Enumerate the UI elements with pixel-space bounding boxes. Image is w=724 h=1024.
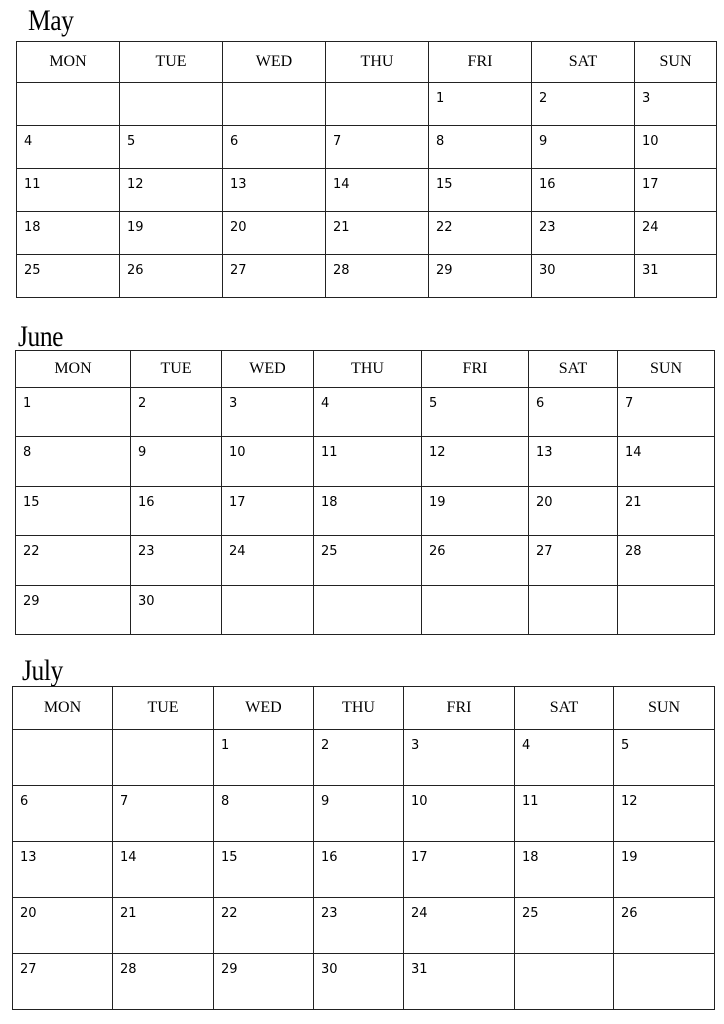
day-number: 29 <box>436 263 453 278</box>
day-cell <box>422 437 529 486</box>
day-cell <box>314 954 404 1010</box>
day-cell <box>404 842 515 898</box>
day-number: 28 <box>625 544 642 560</box>
weekday-mon: MON <box>16 351 131 388</box>
week-row <box>13 730 715 786</box>
day-number: 1 <box>436 91 445 106</box>
month-grid <box>16 41 717 298</box>
day-number: 11 <box>321 445 338 461</box>
day-number: 23 <box>321 906 338 921</box>
day-cell <box>529 536 618 585</box>
day-cell <box>13 954 113 1010</box>
empty-day-cell <box>614 954 715 1010</box>
month-title: June <box>18 320 64 353</box>
day-number: 17 <box>411 850 428 865</box>
day-cell <box>222 486 314 535</box>
day-cell <box>214 842 314 898</box>
day-number <box>113 730 213 738</box>
day-number: 10 <box>642 134 659 149</box>
weekday-sun: SUN <box>635 42 717 83</box>
day-number: 7 <box>120 794 129 809</box>
day-cell <box>532 255 635 298</box>
day-cell <box>326 255 429 298</box>
week-row <box>16 486 715 535</box>
day-number: 8 <box>436 134 445 149</box>
day-cell <box>429 83 532 126</box>
day-cell <box>222 536 314 585</box>
day-number: 16 <box>321 850 338 865</box>
empty-day-cell <box>515 954 614 1010</box>
day-number <box>314 586 421 594</box>
day-cell <box>529 437 618 486</box>
day-number: 1 <box>221 738 230 753</box>
day-cell <box>16 388 131 437</box>
day-cell <box>214 730 314 786</box>
day-cell <box>113 954 214 1010</box>
day-cell <box>13 786 113 842</box>
empty-day-cell <box>618 585 715 634</box>
day-number: 2 <box>321 738 330 753</box>
day-number: 15 <box>23 494 40 510</box>
week-row <box>13 898 715 954</box>
day-number: 12 <box>429 445 446 461</box>
month-title: July <box>22 654 63 687</box>
day-number: 4 <box>321 396 330 411</box>
day-number: 4 <box>24 134 33 149</box>
day-number <box>13 730 112 738</box>
day-number: 24 <box>642 220 659 235</box>
day-cell <box>515 730 614 786</box>
day-cell <box>532 83 635 126</box>
day-number: 25 <box>321 544 338 560</box>
day-number: 21 <box>120 906 137 921</box>
day-number: 26 <box>429 544 446 560</box>
day-number: 24 <box>411 906 428 921</box>
day-cell <box>326 169 429 212</box>
day-cell <box>223 126 326 169</box>
day-number <box>422 586 528 594</box>
weekday-wed: WED <box>223 42 326 83</box>
day-cell <box>404 954 515 1010</box>
day-cell <box>120 255 223 298</box>
day-cell <box>223 255 326 298</box>
empty-day-cell <box>326 83 429 126</box>
day-cell <box>113 898 214 954</box>
day-cell <box>131 486 222 535</box>
month-grid <box>12 686 715 1010</box>
day-cell <box>314 486 422 535</box>
day-cell <box>532 212 635 255</box>
day-number: 12 <box>621 794 638 809</box>
day-cell <box>222 437 314 486</box>
day-number: 5 <box>127 134 136 149</box>
day-cell <box>223 169 326 212</box>
day-number: 19 <box>127 220 144 235</box>
day-cell <box>614 786 715 842</box>
weekday-sat: SAT <box>515 687 614 730</box>
weekday-sat: SAT <box>532 42 635 83</box>
day-cell <box>131 585 222 634</box>
day-cell <box>635 169 717 212</box>
day-number: 18 <box>24 220 41 235</box>
day-cell <box>222 388 314 437</box>
day-cell <box>404 786 515 842</box>
day-number: 29 <box>23 593 40 609</box>
week-row <box>13 954 715 1010</box>
day-cell <box>314 536 422 585</box>
day-number: 8 <box>23 445 32 461</box>
day-number: 19 <box>621 850 638 865</box>
day-number: 31 <box>642 263 659 278</box>
empty-day-cell <box>120 83 223 126</box>
day-number: 6 <box>230 134 239 149</box>
day-cell <box>314 898 404 954</box>
day-cell <box>16 486 131 535</box>
empty-day-cell <box>314 585 422 634</box>
weekday-mon: MON <box>13 687 113 730</box>
day-cell <box>326 212 429 255</box>
day-number: 10 <box>411 794 428 809</box>
day-number: 13 <box>230 177 247 192</box>
day-number: 30 <box>138 593 155 609</box>
day-cell <box>120 126 223 169</box>
day-number: 28 <box>120 962 137 977</box>
day-cell <box>515 786 614 842</box>
weekday-wed: WED <box>222 351 314 388</box>
day-number: 9 <box>321 794 330 809</box>
weekday-header-row <box>16 351 715 388</box>
day-number: 27 <box>20 962 37 977</box>
day-cell <box>635 83 717 126</box>
day-number: 25 <box>24 263 41 278</box>
day-number: 20 <box>230 220 247 235</box>
day-cell <box>529 486 618 535</box>
day-number: 13 <box>20 850 37 865</box>
day-cell <box>429 169 532 212</box>
day-cell <box>314 437 422 486</box>
day-cell <box>614 730 715 786</box>
day-number: 11 <box>522 794 539 809</box>
week-row <box>17 169 717 212</box>
day-cell <box>214 786 314 842</box>
empty-day-cell <box>422 585 529 634</box>
empty-day-cell <box>113 730 214 786</box>
day-cell <box>314 786 404 842</box>
day-number <box>614 954 714 962</box>
day-number <box>17 83 119 91</box>
day-cell <box>635 126 717 169</box>
day-number: 23 <box>539 220 556 235</box>
day-cell <box>618 388 715 437</box>
day-number: 28 <box>333 263 350 278</box>
day-number: 5 <box>621 738 630 753</box>
day-cell <box>429 212 532 255</box>
day-cell <box>113 842 214 898</box>
day-number: 7 <box>625 396 634 411</box>
day-number: 27 <box>536 544 553 560</box>
day-cell <box>16 585 131 634</box>
week-row <box>16 388 715 437</box>
day-number: 17 <box>229 494 246 510</box>
day-number: 20 <box>20 906 37 921</box>
day-cell <box>422 536 529 585</box>
day-cell <box>13 842 113 898</box>
day-cell <box>17 126 120 169</box>
empty-day-cell <box>13 730 113 786</box>
day-number <box>529 586 617 594</box>
month-grid <box>15 350 715 635</box>
day-number: 1 <box>23 396 32 411</box>
day-cell <box>131 437 222 486</box>
day-number: 8 <box>221 794 230 809</box>
weekday-thu: THU <box>326 42 429 83</box>
weekday-thu: THU <box>314 351 422 388</box>
day-cell <box>113 786 214 842</box>
day-cell <box>422 486 529 535</box>
day-cell <box>120 212 223 255</box>
day-number: 22 <box>221 906 238 921</box>
empty-day-cell <box>529 585 618 634</box>
day-cell <box>429 255 532 298</box>
day-cell <box>17 169 120 212</box>
week-row <box>16 536 715 585</box>
day-cell <box>120 169 223 212</box>
day-number: 17 <box>642 177 659 192</box>
day-number: 27 <box>230 263 247 278</box>
weekday-tue: TUE <box>120 42 223 83</box>
day-number: 22 <box>436 220 453 235</box>
day-number: 23 <box>138 544 155 560</box>
day-number: 16 <box>539 177 556 192</box>
day-cell <box>214 898 314 954</box>
weekday-header-row <box>13 687 715 730</box>
day-number: 2 <box>138 396 147 411</box>
day-number: 9 <box>539 134 548 149</box>
day-number: 3 <box>411 738 420 753</box>
day-cell <box>404 898 515 954</box>
day-number: 14 <box>120 850 137 865</box>
day-cell <box>314 730 404 786</box>
day-number: 3 <box>229 396 238 411</box>
day-number: 20 <box>536 494 553 510</box>
day-number: 26 <box>621 906 638 921</box>
day-number: 30 <box>539 263 556 278</box>
day-number: 25 <box>522 906 539 921</box>
day-number: 15 <box>436 177 453 192</box>
day-cell <box>515 842 614 898</box>
week-row <box>17 212 717 255</box>
day-number: 9 <box>138 445 147 461</box>
day-number: 30 <box>321 962 338 977</box>
day-number: 29 <box>221 962 238 977</box>
weekday-tue: TUE <box>131 351 222 388</box>
day-number: 13 <box>536 445 553 461</box>
weekday-thu: THU <box>314 687 404 730</box>
weekday-sun: SUN <box>614 687 715 730</box>
week-row <box>16 585 715 634</box>
day-number: 18 <box>522 850 539 865</box>
day-number <box>223 83 325 91</box>
weekday-fri: FRI <box>429 42 532 83</box>
day-cell <box>16 536 131 585</box>
weekday-wed: WED <box>214 687 314 730</box>
day-number: 7 <box>333 134 342 149</box>
day-cell <box>223 212 326 255</box>
empty-day-cell <box>223 83 326 126</box>
day-cell <box>214 954 314 1010</box>
day-number: 21 <box>625 494 642 510</box>
day-number: 14 <box>625 445 642 461</box>
empty-day-cell <box>17 83 120 126</box>
day-number: 2 <box>539 91 548 106</box>
day-cell <box>532 169 635 212</box>
day-cell <box>326 126 429 169</box>
day-cell <box>618 437 715 486</box>
day-cell <box>17 255 120 298</box>
day-number <box>515 954 613 962</box>
day-number: 6 <box>20 794 29 809</box>
day-cell <box>131 388 222 437</box>
weekday-tue: TUE <box>113 687 214 730</box>
day-number: 19 <box>429 494 446 510</box>
day-cell <box>314 388 422 437</box>
weekday-sat: SAT <box>529 351 618 388</box>
day-cell <box>529 388 618 437</box>
day-cell <box>515 898 614 954</box>
day-number <box>326 83 428 91</box>
weekday-fri: FRI <box>422 351 529 388</box>
day-number: 6 <box>536 396 545 411</box>
week-row <box>13 842 715 898</box>
day-cell <box>635 212 717 255</box>
day-cell <box>618 486 715 535</box>
week-row <box>13 786 715 842</box>
week-row <box>17 255 717 298</box>
day-number: 21 <box>333 220 350 235</box>
day-cell <box>404 730 515 786</box>
weekday-mon: MON <box>17 42 120 83</box>
day-cell <box>13 898 113 954</box>
day-number <box>618 586 714 594</box>
day-number: 14 <box>333 177 350 192</box>
week-row <box>16 437 715 486</box>
month-title: May <box>28 4 74 37</box>
day-number <box>120 83 222 91</box>
day-number <box>222 586 313 594</box>
day-cell <box>618 536 715 585</box>
day-cell <box>635 255 717 298</box>
day-number: 5 <box>429 396 438 411</box>
day-cell <box>16 437 131 486</box>
day-number: 4 <box>522 738 531 753</box>
weekday-sun: SUN <box>618 351 715 388</box>
week-row <box>17 83 717 126</box>
day-cell <box>131 536 222 585</box>
week-row <box>17 126 717 169</box>
day-number: 15 <box>221 850 238 865</box>
weekday-header-row <box>17 42 717 83</box>
day-cell <box>429 126 532 169</box>
day-number: 22 <box>23 544 40 560</box>
day-number: 16 <box>138 494 155 510</box>
day-number: 10 <box>229 445 246 461</box>
day-cell <box>422 388 529 437</box>
day-cell <box>614 842 715 898</box>
day-number: 3 <box>642 91 651 106</box>
day-number: 31 <box>411 962 428 977</box>
day-cell <box>532 126 635 169</box>
day-cell <box>614 898 715 954</box>
day-cell <box>314 842 404 898</box>
weekday-fri: FRI <box>404 687 515 730</box>
day-number: 18 <box>321 494 338 510</box>
day-number: 24 <box>229 544 246 560</box>
day-number: 12 <box>127 177 144 192</box>
day-cell <box>17 212 120 255</box>
empty-day-cell <box>222 585 314 634</box>
day-number: 26 <box>127 263 144 278</box>
day-number: 11 <box>24 177 41 192</box>
